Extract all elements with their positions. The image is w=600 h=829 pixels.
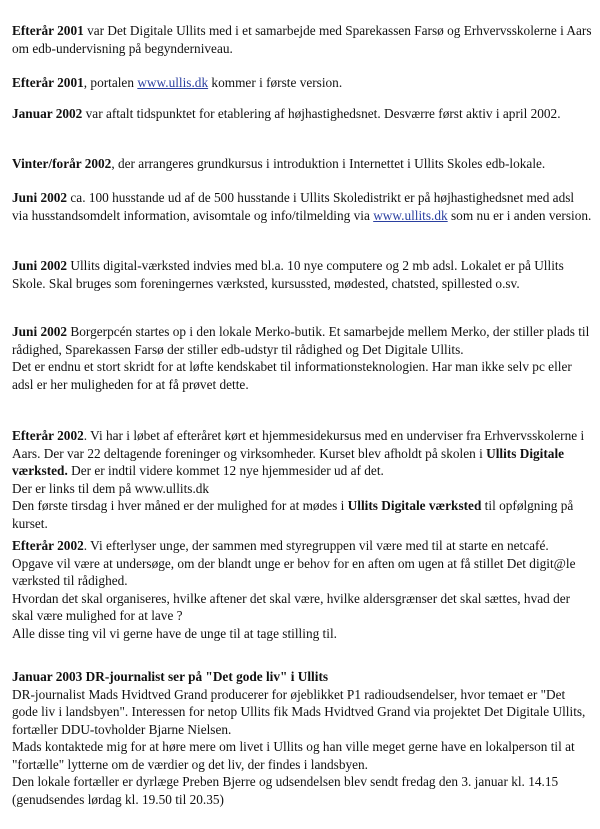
- entry-date: Januar 2002: [12, 106, 83, 121]
- website-link[interactable]: www.ullits.dk: [373, 207, 448, 223]
- entry-line: Alle disse ting vil vi gerne have de unge til at tage stilling til.: [12, 625, 337, 641]
- entry-text: , portalen: [83, 75, 138, 90]
- entry-text: . Vi efterlyser unge, der sammen med styregruppen vil være med til at starte en netcafé.: [83, 538, 549, 553]
- workshop-name: Ullits Digitale værksted.: [12, 445, 565, 478]
- entry-text: , der arrangeres grundkursus i introduktion i Internettet i Ullits Skoles edb-lokale.: [111, 156, 546, 171]
- entry-line: [12, 427, 592, 480]
- entry-date: Efterår 2002: [12, 428, 84, 443]
- entry-june-2002-borgerpc: [12, 323, 592, 393]
- entry-text: Borgerpcén startes op i den lokale Merko-butik. Et samarbejde mellem Merko, der stiller plads til rådighed, Sparekassen Farsø der stiller edb-udstyr til rådighed og Det Digitale Ullits.: [12, 324, 590, 357]
- entry-text: ca. 100 husstande ud af de 500 husstande i Ullits Skoledistrikt er på højhastighedsnet med adsl via husstandsomdelt information, avisomtale og info/tilmelding via: [12, 190, 575, 223]
- entry-text: . Vi har i løbet af efteråret kørt et hjemmesidekursus med en underviser fra Erhvervsskolerne i Aars. Der var 22 deltagende foreninger og virksomheder. Kurset blev afholdt på skolen i: [12, 428, 585, 461]
- entry-june-2002-highspeed: [12, 189, 592, 224]
- entry-line: [12, 497, 592, 532]
- entry-line: Opgave vil være at undersøge, om der blandt unge er behov for en aften om ugen at få stillet Det digit@le værksted til rådighed.: [12, 555, 576, 588]
- entry-date: Efterår 2002: [12, 538, 84, 553]
- entry-line: Mads kontaktede mig for at høre mere om livet i Ullits og han ville meget gerne have en lokalperson til at "fortælle" lytterne om de værdier og det liv, der findes i landsbyen.: [12, 739, 575, 772]
- entry-autumn-2001-cooperation: [12, 22, 592, 57]
- entry-autumn-2001-portal: [12, 74, 592, 92]
- entry-text: var aftalt tidspunktet for etablering af højhastighedsnet. Desværre først aktiv i april 2002.: [82, 106, 561, 121]
- entry-january-2002: [12, 105, 592, 123]
- entry-line: Den lokale fortæller er dyrlæge Preben Bjerre og udsendelsen blev sendt fredag den 3. januar kl. 14.15 (genudsendes lørdag kl. 19.50 til 20.35): [12, 774, 559, 807]
- entry-text: kommer i første version.: [208, 75, 343, 90]
- entry-line: [12, 323, 592, 358]
- entry-january-2003-dr: [12, 668, 592, 808]
- entry-text: som nu er i anden version.: [447, 207, 592, 223]
- entry-text: var Det Digitale Ullits med i et samarbejde med Sparekassen Farsø og Erhvervsskolerne i Aars om edb-undervisning på begynderniveau.: [12, 23, 592, 56]
- entry-line: Hvordan det skal organiseres, hvilke aftener det skal være, hvilke aldersgrænser det skal sættes, hvad der skal være mulighed for at lave ?: [12, 590, 571, 623]
- entry-line: [12, 537, 592, 555]
- entry-june-2002-workshop: [12, 257, 592, 292]
- entry-date: Juni 2002: [12, 190, 68, 205]
- entry-date: Efterår 2001: [12, 23, 84, 38]
- entry-text: til opfølgning på kurset.: [12, 498, 574, 531]
- entry-date: Juni 2002: [12, 324, 68, 339]
- entry-line: Det er endnu et stort skridt for at løfte kendskabet til informationsteknologien. Har man ikke selv pc eller adsl er her muligheden for at få prøvet dette.: [12, 359, 572, 392]
- entry-autumn-2002-netcafe: [12, 537, 592, 642]
- entry-winter-spring-2002: [12, 155, 592, 173]
- workshop-name: Ullits Digitale værksted: [347, 498, 482, 513]
- entry-title: Januar 2003 DR-journalist ser på "Det gode liv" i Ullits: [12, 669, 329, 684]
- entry-text: Den første tirsdag i hver måned er der mulighed for at mødes i: [12, 498, 348, 513]
- portal-link[interactable]: www.ullis.dk: [137, 75, 209, 90]
- entry-text: Ullits digital-værksted indvies med bl.a. 10 nye computere og 2 mb adsl. Lokalet er på Ullits Skole. Skal bruges som foreningernes værksted, kursussted, mødested, chatsted, spillested o.sv.: [12, 258, 564, 291]
- entry-date: Vinter/forår 2002: [12, 156, 112, 171]
- entry-autumn-2002-course: [12, 427, 592, 532]
- entry-date: Juni 2002: [12, 258, 68, 273]
- entry-date: Efterår 2001: [12, 75, 84, 90]
- entry-line: DR-journalist Mads Hvidtved Grand producerer for øjeblikket P1 radioudsendelser, hvor temaet er "Det gode liv i landsbyen". Interessen for netop Ullits fik Mads Hvidtved Grand via projektet Det Digitale Ullits, fortæller DDU-tovholder Bjarne Nielsen.: [12, 686, 586, 737]
- entry-line: Der er links til dem på www.ullits.dk: [12, 480, 210, 496]
- entry-text: Der er indtil videre kommet 12 nye hjemmesider ud af det.: [67, 463, 384, 478]
